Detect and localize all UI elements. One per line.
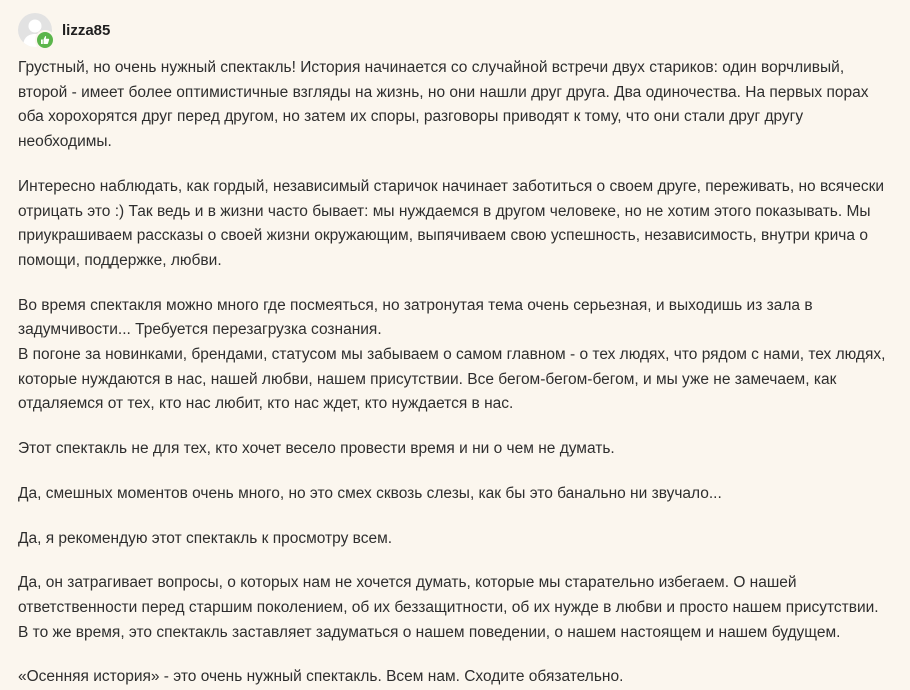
review-header: [18, 12, 892, 48]
review-paragraph: Этот спектакль не для тех, кто хочет весело провести время и ни о чем не думать.: [18, 440, 615, 458]
user-badge: [35, 30, 55, 50]
review-paragraph: Во время спектакля можно много где посмеяться, но затронутая тема очень серьезная, и выходишь из зала в задумчивости... Требуется перезагрузка сознания. В погоне за новинками, брендами, статусом мы забываем о самом главном - о тех людях, что рядом с нами, тех людях, которые нуждаются в нас, нашей любви, нашем присутствии. Все бегом-бегом-бегом, и мы уже не замечаем, как отдаляемся от тех, кто нас любит, кто нас ждет, кто нуждается в нас.: [18, 296, 886, 413]
review-paragraph: «Осенняя история» - это очень нужный спектакль. Всем нам. Сходите обязательно.: [18, 668, 624, 686]
avatar-wrap[interactable]: [18, 13, 52, 47]
review-paragraph: Да, он затрагивает вопросы, о которых нам не хочется думать, которые мы старательно избегаем. О нашей ответственности перед старшим поколением, об их беззащитности, об их нужде в любви и просто нашем присутствии. В то же время, это спектакль заставляет задуматься о нашем поведении, о нашем настоящем и нашем будущем.: [18, 574, 879, 641]
review-text: [18, 56, 892, 690]
review-paragraph: Интересно наблюдать, как гордый, независимый старичок начинает заботиться о своем друге, переживать, но всячески отрицать это :) Так ведь и в жизни часто бывает: мы нуждаемся в другом человеке, но не хотим этого показывать. Мы приукрашиваем рассказы о своей жизни окружающим, выпячиваем свою успешность, независимость, внутри крича о помощи, поддержке, любви.: [18, 177, 885, 269]
thumbs-up-icon: [40, 35, 50, 45]
author-name[interactable]: lizza85: [62, 21, 111, 39]
review-paragraph: Грустный, но очень нужный спектакль! История начинается со случайной встречи двух стариков: один ворчливый, второй - имеет более оптимистичные взгляды на жизнь, но они нашли друг друга. Два одиночества. На первых порах оба хорохорятся друг перед другом, но затем их споры, разговоры приводят к тому, что они стали друг другу необходимы.: [18, 59, 869, 151]
review-paragraph: Да, смешных моментов очень много, но это смех сквозь слезы, как бы это банально ни звучало...: [18, 484, 722, 502]
review-paragraph: Да, я рекомендую этот спектакль к просмотру всем.: [18, 529, 393, 547]
